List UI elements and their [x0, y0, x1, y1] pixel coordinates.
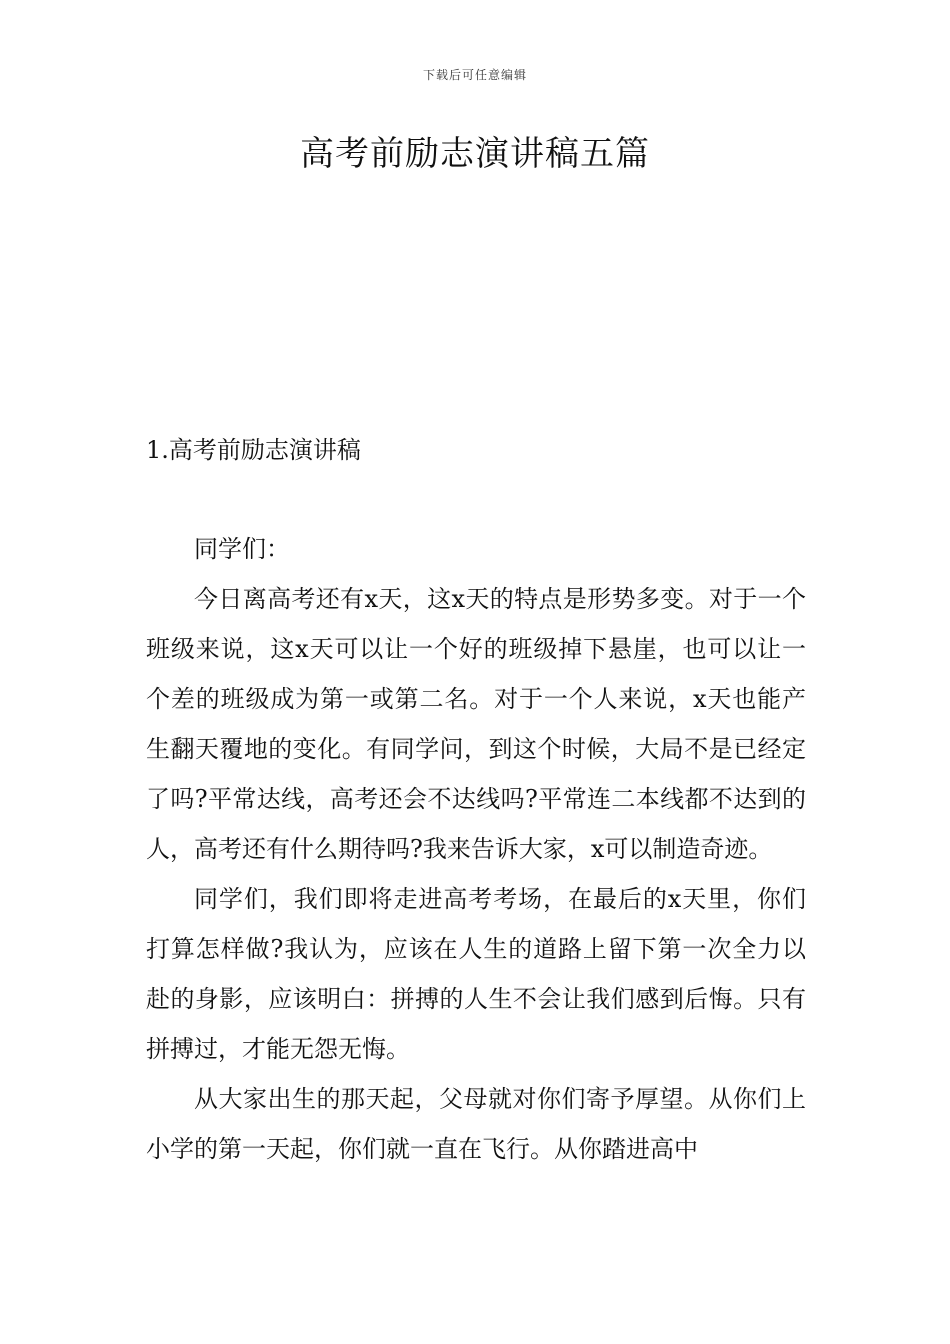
paragraph-salutation: 同学们： [194, 535, 290, 563]
body-text [146, 524, 806, 1174]
paragraph: 从大家出生的那天起，父母就对你们寄予厚望。从你们上小学的第一天起，你们就一直在飞行。从你踏进高中 [146, 1085, 806, 1163]
paragraph: 今日离高考还有x天，这x天的特点是形势多变。对于一个班级来说，这x天可以让一个好的班级掉下悬崖，也可以让一个差的班级成为第一或第二名。对于一个人来说，x天也能产生翻天覆地的变化。有同学问，到这个时候，大局不是已经定了吗?平常达线，高考还会不达线吗?平常连二本线都不达到的人，高考还有什么期待吗?我来告诉大家，x可以制造奇迹。 [146, 585, 806, 863]
document-title: 高考前励志演讲稿五篇 [300, 134, 650, 174]
paragraph: 同学们，我们即将走进高考考场，在最后的x天里，你们打算怎样做?我认为，应该在人生的道路上留下第一次全力以赴的身影，应该明白：拼搏的人生不会让我们感到后悔。只有拼搏过，才能无怨无悔。 [146, 885, 806, 1063]
section-heading: 1.高考前励志演讲稿 [146, 436, 361, 464]
header-note: 下载后可任意编辑 [422, 68, 527, 82]
